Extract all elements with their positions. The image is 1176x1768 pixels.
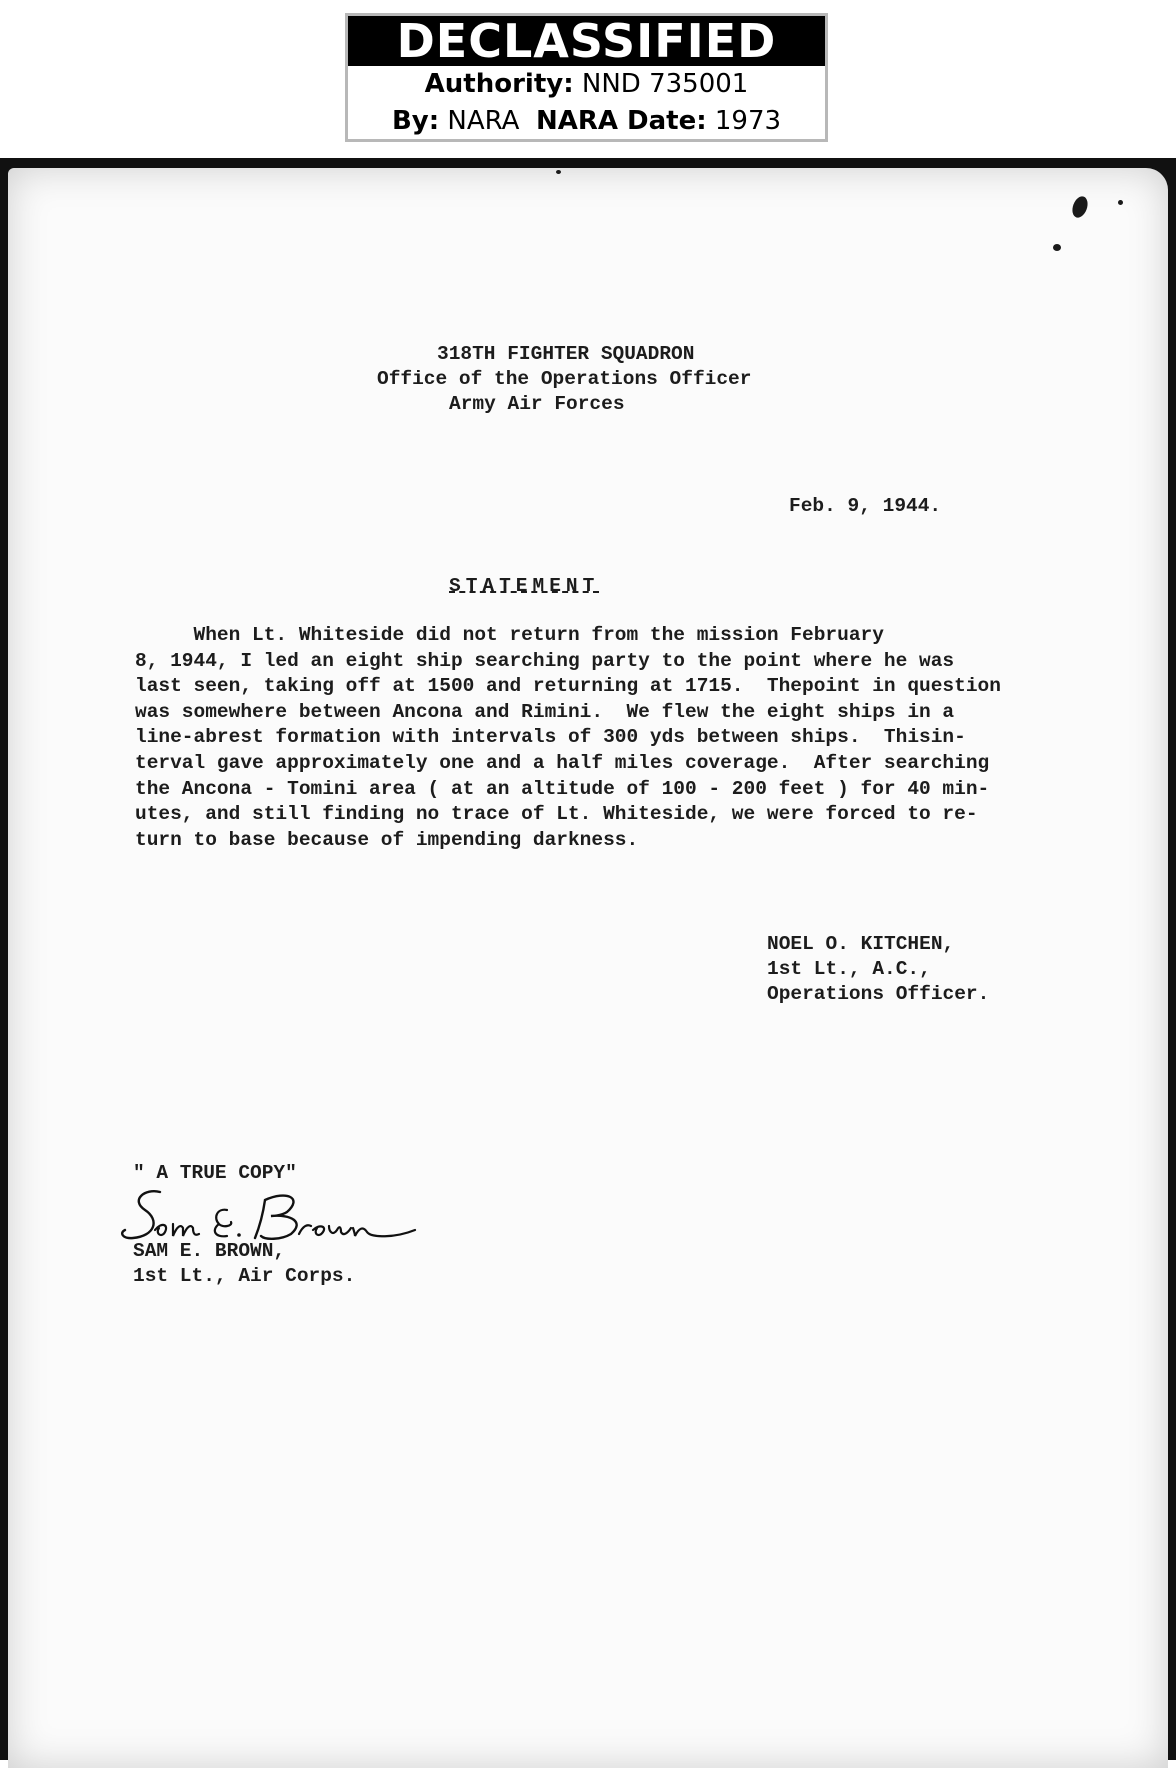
body-line: terval gave approximately one and a half miles coverage. After searching [135,751,990,774]
declassified-stamp [345,13,828,142]
signatory-rank: 1st Lt., A.C., [767,958,931,980]
stamp-date-value: 1973 [714,106,782,136]
true-copy-name: SAM E. BROWN, [133,1240,286,1262]
true-copy-label: " A TRUE COPY" [133,1162,297,1184]
body-line: the Ancona - Tomini area ( at an altitude of 100 - 200 feet ) for 40 min- [135,777,990,800]
true-copy-rank: 1st Lt., Air Corps. [133,1265,356,1287]
stamp-date-label: NARA Date: [535,106,707,136]
body-line: 8, 1944, I led an eight ship searching party to the point where he was [135,649,955,672]
letterhead-office: Office of the Operations Officer [377,368,752,390]
stamp-authority-line [348,66,825,103]
stamp-authority-value: NND 735001 [581,69,749,99]
body-line: was somewhere between Ancona and Rimini. We flew the eight ships in a [135,700,955,723]
ink-spot [1053,244,1061,251]
body-line: turn to base because of impending darkness. [135,828,639,851]
letterhead-branch: Army Air Forces [449,393,625,415]
ink-spot [1118,200,1123,205]
body-line: line-abrest formation with intervals of 300 yds between ships. Thisin- [135,726,966,749]
stamp-by-line [348,103,825,140]
body-line: When Lt. Whiteside did not return from the mission February [135,624,884,646]
signatory-name: NOEL O. KITCHEN, [767,933,955,955]
statement-body [135,623,1045,853]
statement-heading: STATEMENT [449,575,600,597]
letterhead-unit: 318TH FIGHTER SQUADRON [437,343,695,365]
body-line: last seen, taking off at 1500 and returning at 1715. Thepoint in question [135,675,1001,698]
ink-spot [556,170,561,174]
stamp-authority-label: Authority: [424,69,574,99]
ink-spot [1070,194,1091,219]
body-line: utes, and still finding no trace of Lt. Whiteside, we were forced to re- [135,803,978,826]
stamp-by-label: By: [391,106,440,136]
stamp-by-value: NARA [447,106,520,136]
document-date: Feb. 9, 1944. [789,495,942,517]
signatory-title: Operations Officer. [767,983,990,1005]
stamp-title: DECLASSIFIED [348,16,825,66]
